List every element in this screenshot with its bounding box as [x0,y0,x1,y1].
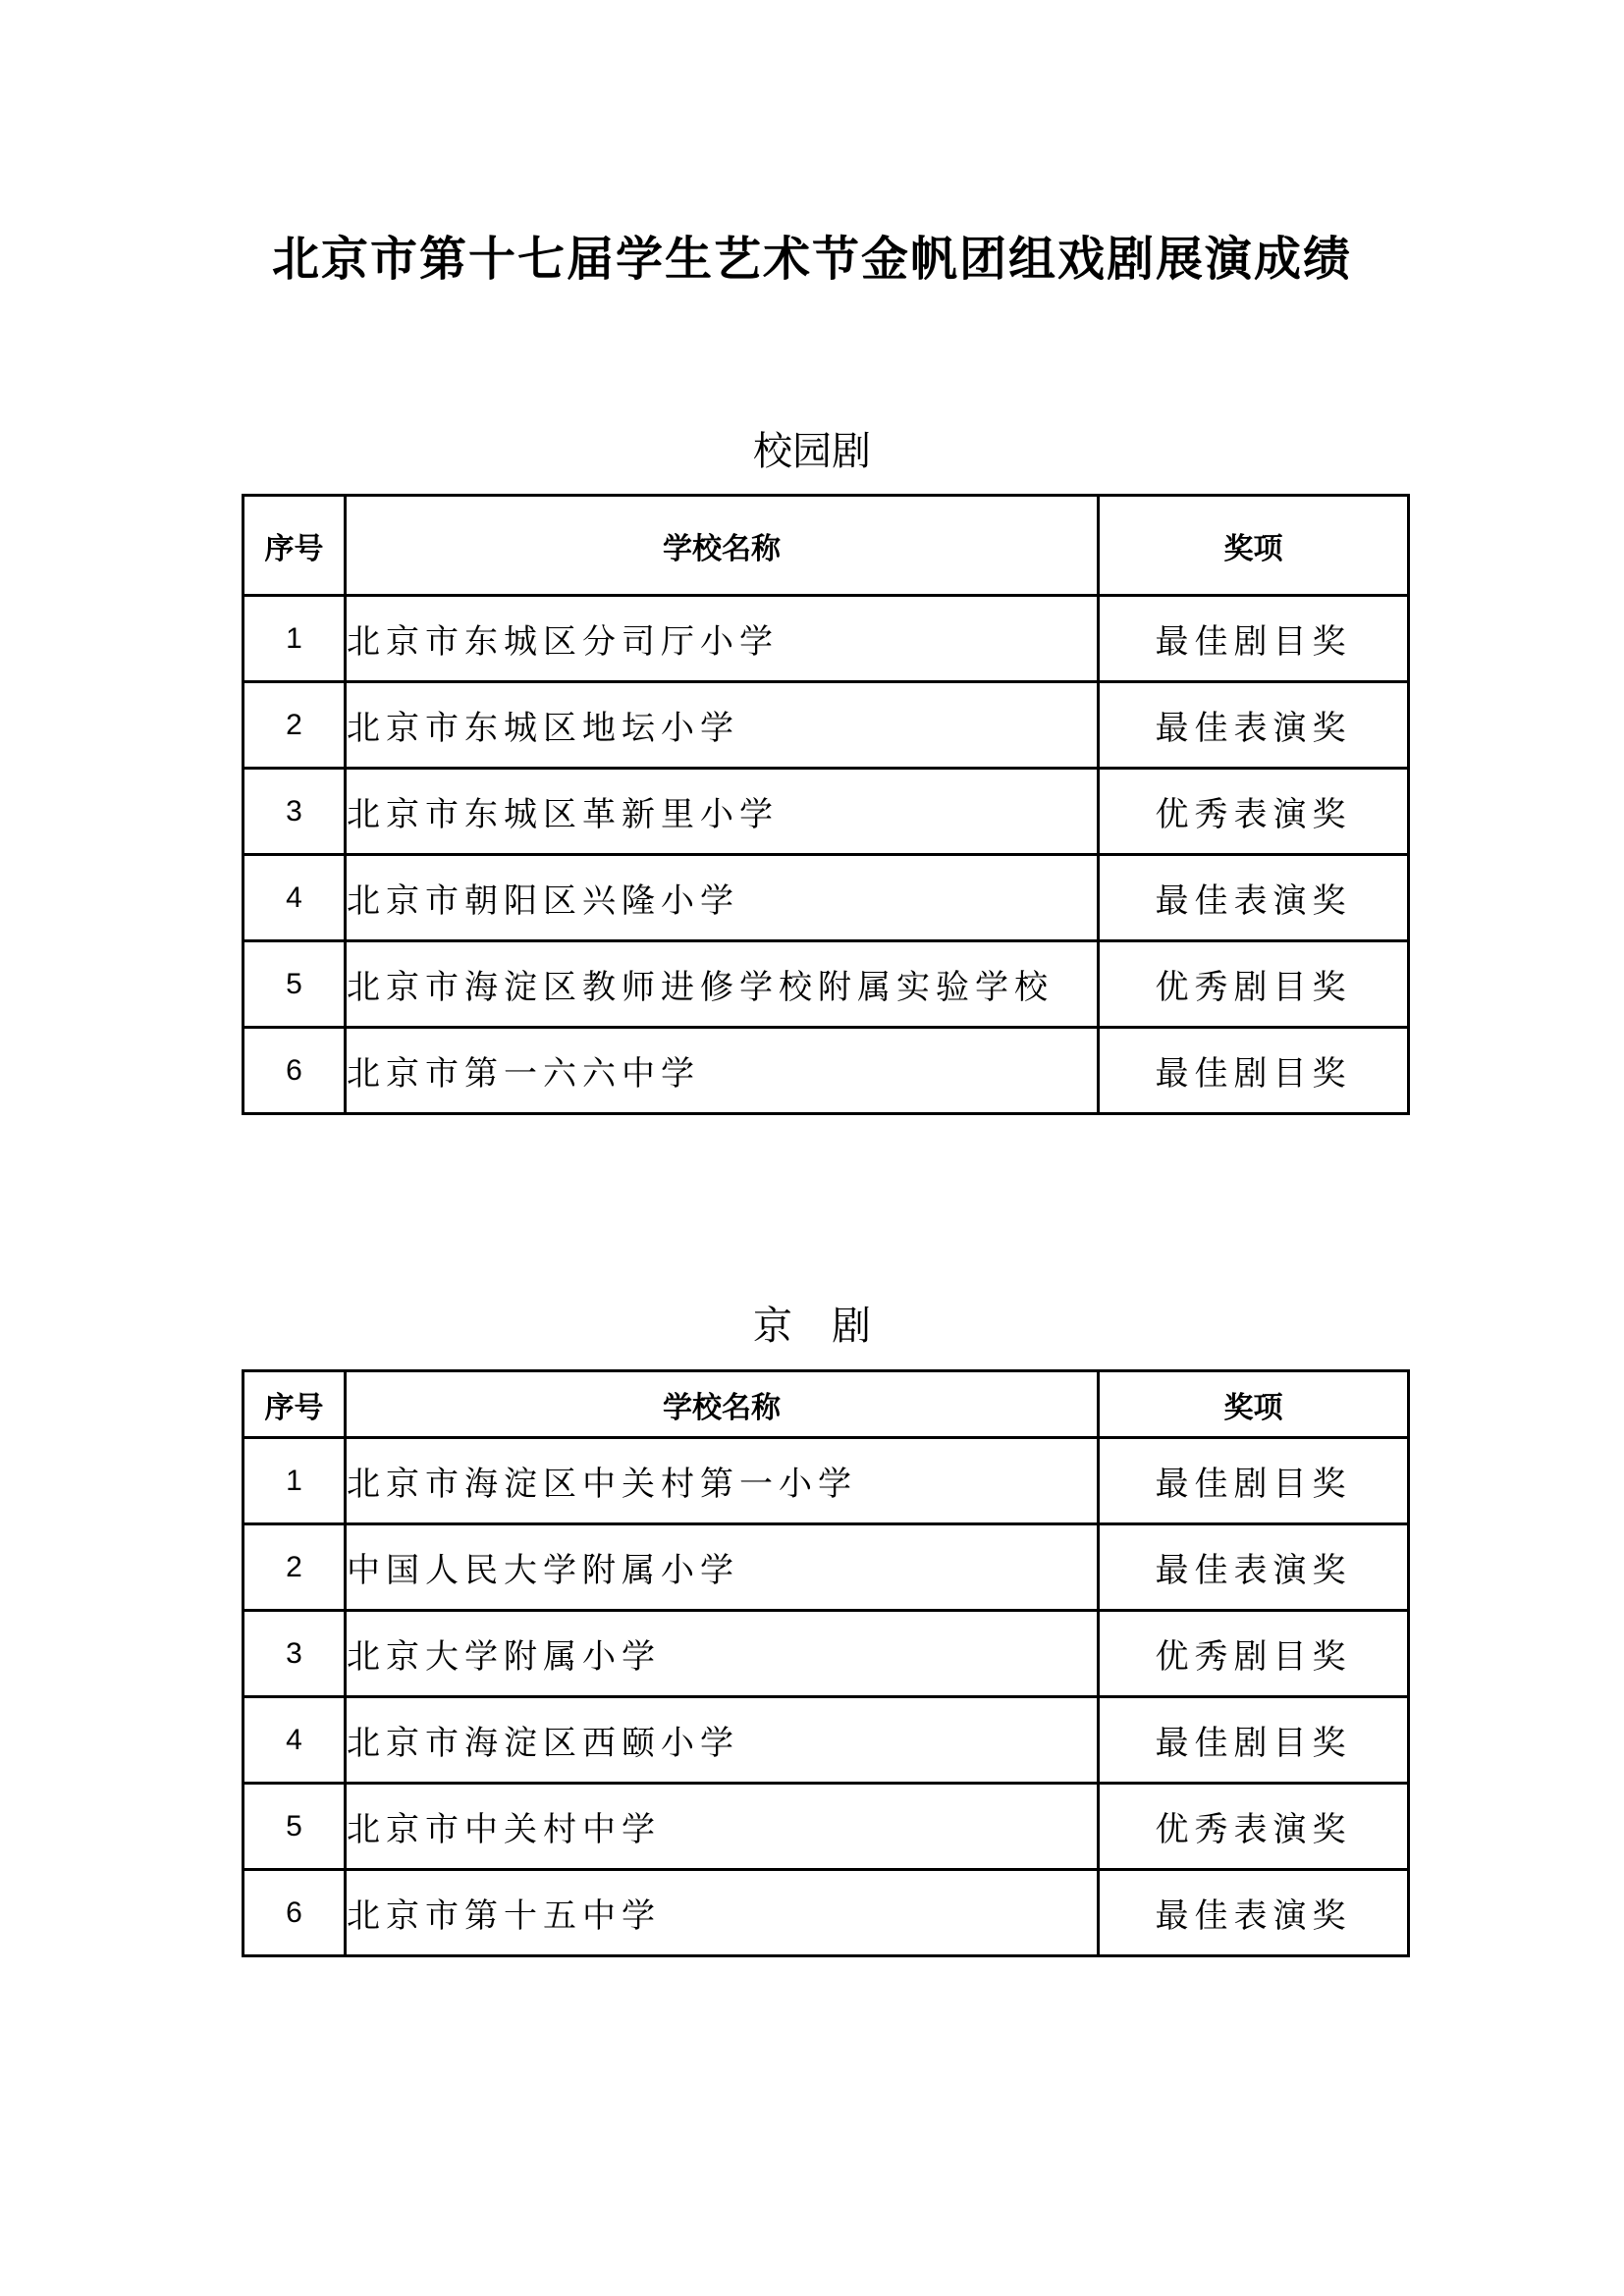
award-name: 最佳剧目奖 [1099,596,1409,682]
section-title-campus-drama: 校园剧 [753,429,871,474]
document-title: 北京市第十七届学生艺术节金帆团组戏剧展演成绩 [271,232,1352,287]
school-name: 北京市第十五中学 [346,1870,1099,1956]
award-name: 优秀剧目奖 [1099,941,1409,1028]
table-row [244,596,1409,682]
school-name: 北京市海淀区中关村第一小学 [346,1438,1099,1524]
row-number: 3 [244,1611,346,1697]
table-row [244,769,1409,855]
table-row [244,682,1409,769]
campus-drama-results-table [242,494,1410,1115]
award-name: 最佳表演奖 [1099,1524,1409,1611]
column-header-number: 序号 [244,1371,346,1438]
table-row [244,1028,1409,1114]
school-name: 北京市东城区分司厅小学 [346,596,1099,682]
school-name: 北京市中关村中学 [346,1784,1099,1870]
row-number: 3 [244,769,346,855]
row-number: 5 [244,941,346,1028]
table-row [244,855,1409,941]
table-header-row [244,1371,1409,1438]
award-name: 最佳剧目奖 [1099,1697,1409,1784]
school-name: 北京市朝阳区兴隆小学 [346,855,1099,941]
award-name: 最佳剧目奖 [1099,1438,1409,1524]
award-name: 最佳剧目奖 [1099,1028,1409,1114]
row-number: 6 [244,1870,346,1956]
column-header-school: 学校名称 [346,1371,1099,1438]
row-number: 4 [244,1697,346,1784]
school-name: 北京大学附属小学 [346,1611,1099,1697]
column-header-award: 奖项 [1099,1371,1409,1438]
table-row [244,1524,1409,1611]
school-name: 北京市海淀区教师进修学校附属实验学校 [346,941,1099,1028]
award-name: 最佳表演奖 [1099,855,1409,941]
row-number: 5 [244,1784,346,1870]
table-row [244,1438,1409,1524]
school-name: 北京市东城区地坛小学 [346,682,1099,769]
row-number: 2 [244,682,346,769]
school-name: 北京市东城区革新里小学 [346,769,1099,855]
award-name: 最佳表演奖 [1099,1870,1409,1956]
award-name: 优秀剧目奖 [1099,1611,1409,1697]
section-title-peking-opera: 京 剧 [753,1304,871,1349]
column-header-number: 序号 [244,496,346,596]
award-name: 优秀表演奖 [1099,1784,1409,1870]
table-header-row [244,496,1409,596]
table-row [244,1870,1409,1956]
row-number: 6 [244,1028,346,1114]
column-header-school: 学校名称 [346,496,1099,596]
table-row [244,1611,1409,1697]
row-number: 1 [244,596,346,682]
award-name: 最佳表演奖 [1099,682,1409,769]
school-name: 中国人民大学附属小学 [346,1524,1099,1611]
table-row [244,1784,1409,1870]
peking-opera-results-table [242,1369,1410,1957]
row-number: 4 [244,855,346,941]
award-name: 优秀表演奖 [1099,769,1409,855]
table-row [244,941,1409,1028]
row-number: 1 [244,1438,346,1524]
column-header-award: 奖项 [1099,496,1409,596]
table-row [244,1697,1409,1784]
school-name: 北京市第一六六中学 [346,1028,1099,1114]
school-name: 北京市海淀区西颐小学 [346,1697,1099,1784]
row-number: 2 [244,1524,346,1611]
